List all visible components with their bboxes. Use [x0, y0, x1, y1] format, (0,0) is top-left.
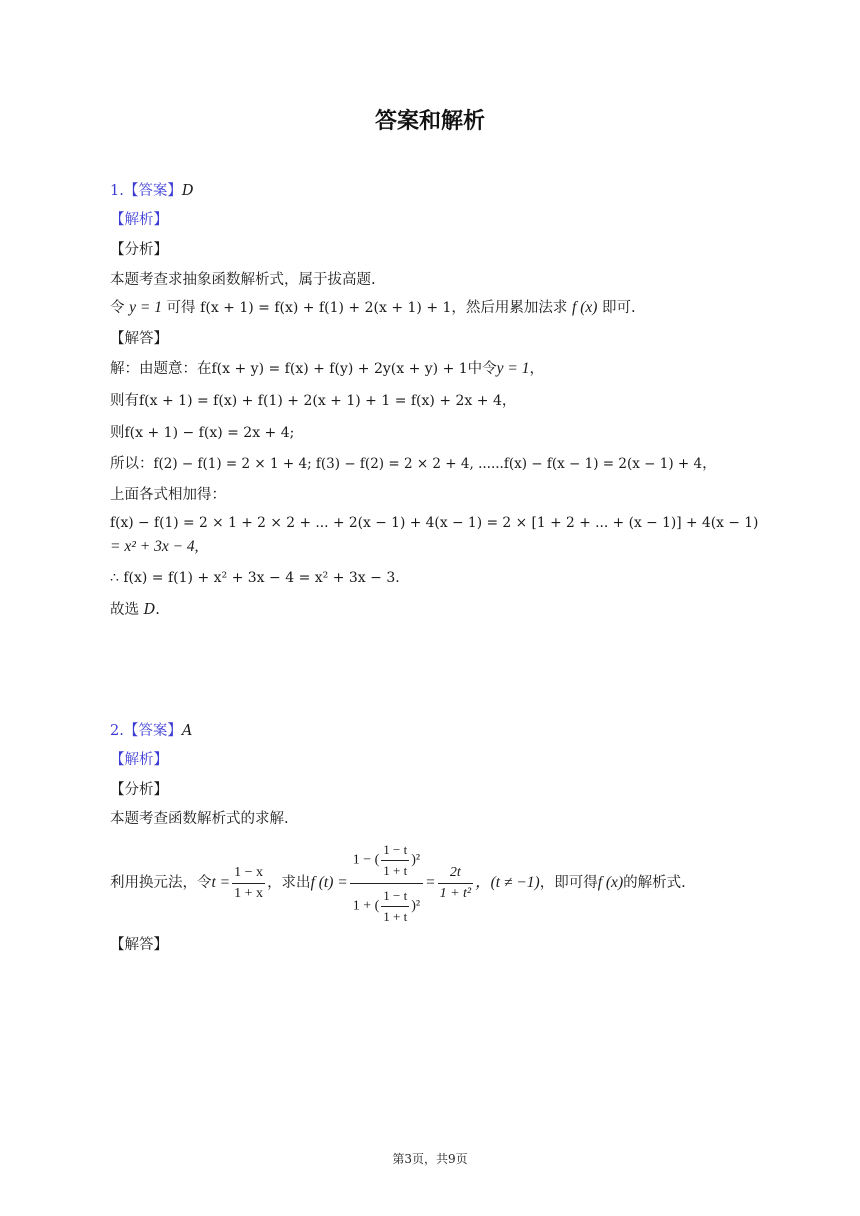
q2-t-eq: t = [211, 874, 231, 891]
q2-answer-line [110, 721, 192, 741]
page-title: 答案和解析 [374, 109, 485, 134]
q1-l9-end: . [155, 602, 160, 618]
q1-l4-pre: 所以： [110, 456, 154, 472]
q2-jieda-label: 【解答】 [110, 937, 168, 953]
q1-answer-line [110, 181, 193, 201]
q1-l9-pre: 故选 [110, 602, 144, 618]
q1-hint-line [110, 298, 636, 318]
q1-solution-line-6: f(x) − f(1) = 2 × 1 + 2 × 2 + ... + 2(x − 1) + 4(x − 1) = 2 × [1 + 2 + ... + (x − 1)] + 4(x − 1) [110, 515, 759, 531]
q1-l1-pre: 解：由题意：在 [110, 361, 212, 377]
q2-big-den-sq: )² [411, 898, 421, 914]
q2-cond: ，(t ≠ −1) [475, 874, 540, 891]
q1-l9-val: D [143, 602, 156, 618]
q1-jieda-label: 【解答】 [110, 331, 168, 347]
q1-hint-pre: 令 [110, 300, 130, 316]
q1-answer-value: D [181, 183, 194, 199]
q2-substitution-line [110, 842, 686, 924]
q2-ft: f (t) = [310, 874, 348, 891]
q1-l1-eq: f(x + y) = f(x) + f(y) + 2y(x + y) + 1 [211, 361, 468, 377]
q2-big-num-sq: )² [411, 852, 421, 868]
q2-t-num: 1 − x [232, 863, 265, 884]
q1-fenxi-label: 【分析】 [110, 242, 168, 258]
q1-hint-mid: 可得 [161, 300, 201, 316]
q1-analysis-label: 【解析】 [110, 212, 168, 228]
q2-t-den: 1 + x [234, 885, 264, 901]
q2-r-num: 2t [438, 863, 474, 884]
q2-l-mid: ，求出 [267, 875, 311, 891]
q2-answer-value: A [181, 723, 193, 739]
q1-l2-eq: f(x + 1) = f(x) + f(1) + 2(x + 1) + 1 = f(x) + 2x + 4 [139, 393, 502, 409]
q1-l2-pre: 则有 [110, 393, 139, 409]
q2-inner-num-top: 1 − t [381, 840, 409, 861]
q2-analysis-label: 【解析】 [110, 752, 168, 768]
q2-t-fraction [232, 863, 265, 904]
q2-r-den: 1 + t² [439, 885, 472, 901]
q2-big-denominator [350, 884, 423, 927]
q2-big-den-pre: 1 + ( [352, 898, 380, 914]
q2-result-fraction [438, 863, 474, 904]
page-footer: 第3页，共9页 [392, 1152, 468, 1166]
q1-hint-cond: y = 1 [129, 299, 162, 316]
q2-fenxi-text: 本题考查函数解析式的求解. [110, 811, 289, 827]
q1-solution-line-1 [110, 359, 544, 379]
q2-l-end: ，即可得 [539, 875, 598, 891]
q1-l1-cond: y = 1 [496, 360, 530, 377]
q1-hint-eq: f(x + 1) = f(x) + f(1) + 2(x + 1) + 1 [200, 300, 452, 316]
q1-hint-fx: f (x) [572, 299, 598, 316]
q1-fenxi-text: 本题考查求抽象函数解析式，属于拔高题. [110, 272, 376, 288]
q1-solution-line-2 [110, 391, 516, 411]
q2-inner-num-bottom: 1 − t [381, 886, 409, 907]
q1-l4-end: ， [702, 456, 717, 472]
q2-l-pre: 利用换元法，令 [110, 875, 212, 891]
q1-l3-pre: 则 [110, 425, 125, 441]
q2-fenxi-label: 【分析】 [110, 782, 168, 798]
q1-solution-line-3 [110, 423, 294, 443]
q2-big-num-pre: 1 − ( [352, 852, 380, 868]
q2-equals: = [425, 874, 436, 891]
q2-big-numerator [350, 840, 423, 884]
q2-answer-label: 2.【答案】 [110, 723, 182, 739]
q2-l-tail: 的解析式. [623, 875, 686, 891]
q1-solution-line-7: = x² + 3x − 4, [110, 538, 199, 555]
q1-solution-line-4 [110, 454, 717, 474]
q1-l3-eq: f(x + 1) − f(x) = 2x + 4; [124, 425, 295, 441]
q1-conclusion-line [110, 600, 160, 620]
q2-inner-frac-bottom [381, 886, 409, 927]
q1-hint-post: ，然后用累加法求 [451, 300, 573, 316]
q2-inner-frac-top [381, 840, 409, 881]
q1-l4-eq: f(2) − f(1) = 2 × 1 + 4; f(3) − f(2) = 2 × 2 + 4, ......f(x) − f(x − 1) = 2(x − 1) + 4 [153, 456, 703, 472]
q2-big-fraction [350, 840, 423, 927]
q1-hint-end: 即可. [597, 300, 636, 316]
q1-solution-line-8: ∴ f(x) = f(1) + x² + 3x − 4 = x² + 3x − 3. [110, 570, 400, 586]
q2-fx: f (x) [597, 874, 624, 891]
q1-solution-line-5: 上面各式相加得： [110, 487, 226, 503]
q1-l2-end: ， [501, 393, 517, 409]
q1-answer-label: 1.【答案】 [110, 183, 182, 199]
q2-inner-den-top: 1 + t [383, 862, 408, 878]
q1-l1-end: ， [529, 361, 545, 377]
q1-l1-mid: 中令 [467, 361, 497, 377]
q2-inner-den-bottom: 1 + t [383, 908, 408, 924]
